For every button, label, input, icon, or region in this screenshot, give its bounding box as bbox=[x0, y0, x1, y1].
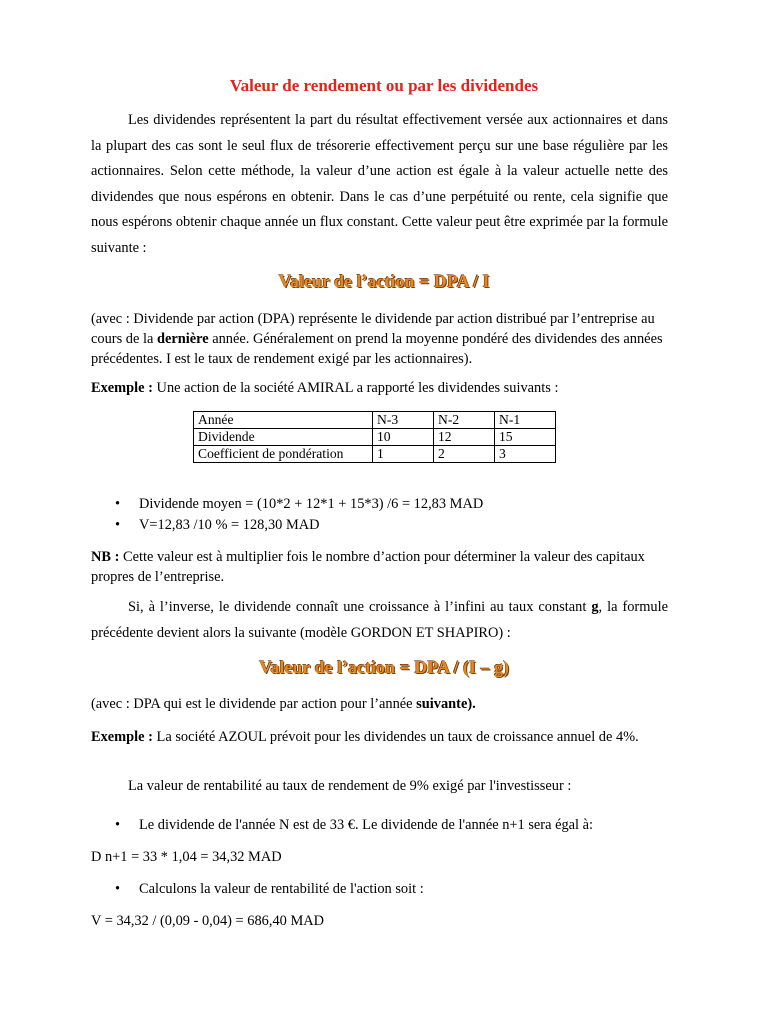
table-cell: Année bbox=[194, 412, 373, 429]
table-cell: N-3 bbox=[373, 412, 434, 429]
exemple2-label: Exemple : bbox=[91, 729, 153, 745]
para2-text-b: , la formule précédente devient alors la suivante (modèle GORDON ET SHAPIRO) : bbox=[91, 599, 668, 641]
bullet-item: V=12,83 /10 % = 128,30 MAD bbox=[139, 517, 320, 533]
gordon-paragraph bbox=[91, 595, 668, 646]
bullet-item: Le dividende de l'année N est de 33 €. Le dividende de l'année n+1 sera égal à: bbox=[139, 817, 594, 833]
bullet-dot: • bbox=[115, 817, 121, 833]
bullet-dot: • bbox=[115, 496, 121, 512]
exemple1-label: Exemple : bbox=[91, 380, 153, 396]
nb-paragraph bbox=[91, 547, 676, 587]
calc-line-1: D n+1 = 33 * 1,04 = 34,32 MAD bbox=[91, 849, 282, 865]
exemple1-text: Une action de la société AMIRAL a rapporté les dividendes suivants : bbox=[152, 380, 559, 396]
table-cell: 15 bbox=[495, 429, 556, 446]
bullet-item: Dividende moyen = (10*2 + 12*1 + 15*3) /6 = 12,83 MAD bbox=[139, 496, 484, 512]
avec1-text-b: année. Généralement on prend la moyenne pondéré des dividendes des années précédentes. I est le taux de rendement exigé par les actionnaires). bbox=[91, 331, 663, 367]
table-cell: 3 bbox=[495, 446, 556, 463]
avec2-bold: suivante). bbox=[416, 696, 476, 712]
bullet-item: Calculons la valeur de rentabilité de l'action soit : bbox=[139, 881, 424, 897]
avec1-text-a: (avec : Dividende par action (DPA) représente le dividende par action distribué par l’entreprise au cours de la bbox=[91, 311, 655, 347]
para2-text-a: Si, à l’inverse, le dividende connaît une croissance à l’infini au taux constant bbox=[128, 599, 592, 615]
para2-bold: g bbox=[591, 599, 599, 615]
formula-2: Valeur de l’action = DPA / (I – g) bbox=[259, 657, 509, 677]
nb-label: NB : bbox=[91, 549, 120, 565]
table-cell: Coefficient de pondération bbox=[194, 446, 373, 463]
avec-paragraph-2 bbox=[91, 694, 676, 714]
avec-paragraph-1 bbox=[91, 309, 676, 369]
table-row bbox=[194, 446, 556, 463]
table-cell: Dividende bbox=[194, 429, 373, 446]
intro-paragraph: Les dividendes représentent la part du résultat effectivement versée aux actionnaires et dans la plupart des cas sont le seul flux de trésorerie effectivement perçu sur une base régulière par les actionnaires. Selon cette méthode, la valeur d’une action est égale à la valeur actuelle nette des dividendes que nous espérons en obtenir. Dans le cas d’une perpétuité ou rente, cela signifie que nous espérons obtenir chaque année un flux constant. Cette valeur peut être exprimée par la formule suivante : bbox=[91, 112, 668, 256]
page-title: Valeur de rendement ou par les dividendes bbox=[229, 76, 539, 95]
bullet-dot: • bbox=[115, 881, 121, 897]
table-cell: 12 bbox=[434, 429, 495, 446]
table-row bbox=[194, 412, 556, 429]
nb-text: Cette valeur est à multiplier fois le nombre d’action pour déterminer la valeur des capitaux propres de l’entreprise. bbox=[91, 549, 645, 585]
table-cell: N-1 bbox=[495, 412, 556, 429]
table-row bbox=[194, 429, 556, 446]
bullet-dot: • bbox=[115, 517, 121, 533]
avec1-bold: dernière bbox=[156, 331, 209, 347]
table-cell: 2 bbox=[434, 446, 495, 463]
exemple2-text: La société AZOUL prévoit pour les dividendes un taux de croissance annuel de 4%. bbox=[152, 729, 639, 745]
dividend-table bbox=[193, 411, 556, 463]
avec2-text: (avec : DPA qui est le dividende par action pour l’année bbox=[91, 696, 417, 712]
table-cell: N-2 bbox=[434, 412, 495, 429]
rentabilite-line: La valeur de rentabilité au taux de rendement de 9% exigé par l'investisseur : bbox=[128, 778, 572, 794]
table-cell: 10 bbox=[373, 429, 434, 446]
table-cell: 1 bbox=[373, 446, 434, 463]
calc-line-2: V = 34,32 / (0,09 - 0,04) = 686,40 MAD bbox=[91, 913, 325, 929]
formula-1: Valeur de l’action = DPA / I bbox=[278, 271, 490, 291]
exemple-2 bbox=[91, 727, 676, 747]
exemple-1 bbox=[91, 378, 676, 398]
